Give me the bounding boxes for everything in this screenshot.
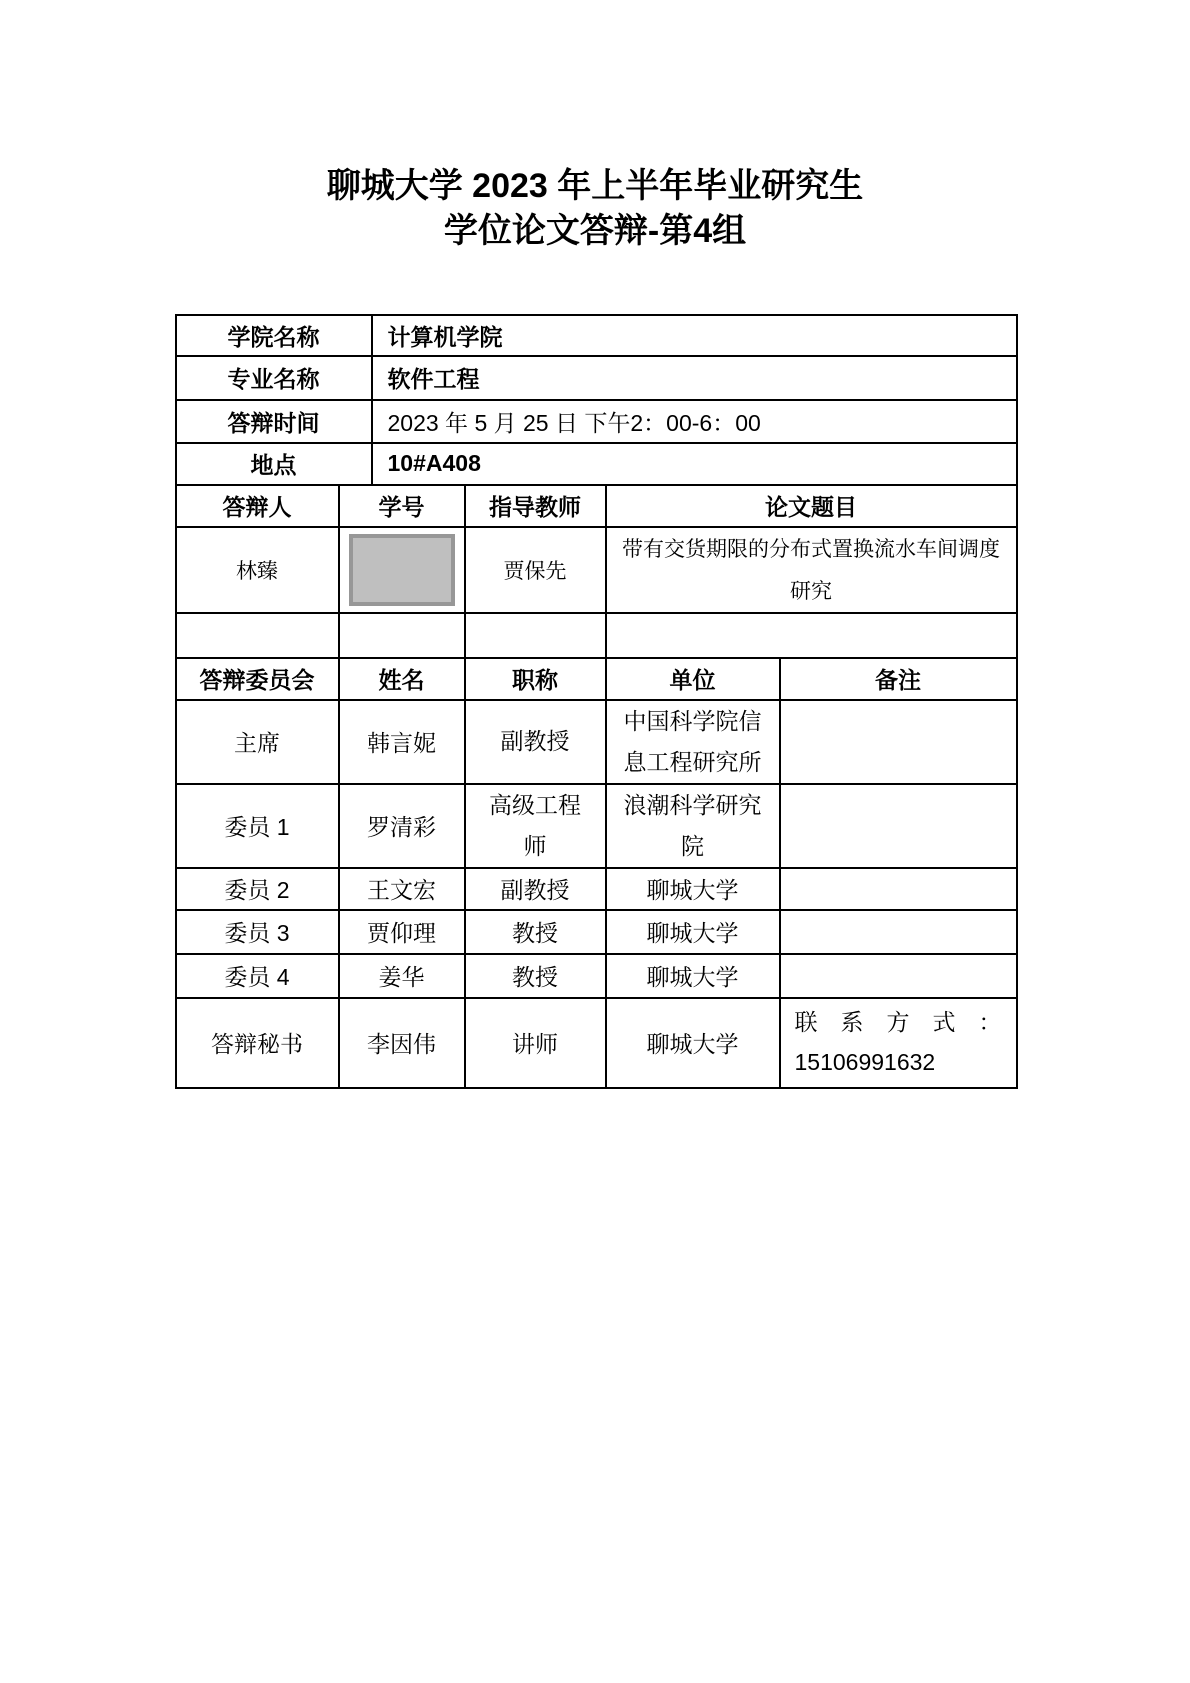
- redacted-student-id-box: [349, 534, 455, 606]
- organization-cell: 聊城大学: [606, 910, 780, 954]
- remarks-column-header: 备注: [780, 658, 1017, 700]
- title-cell: 副教授: [465, 700, 606, 784]
- defense-time-value: 2023 年 5 月 25 日 下午2：00-6：00: [372, 400, 1017, 443]
- info-section: [175, 314, 1018, 486]
- name-column-header: 姓名: [339, 658, 465, 700]
- note-cell: [780, 910, 1017, 954]
- committee-header-row: [176, 658, 1017, 700]
- organization-cell: 聊城大学: [606, 998, 780, 1088]
- name-cell: 贾仰理: [339, 910, 465, 954]
- committee-row-member3: [176, 910, 1017, 954]
- major-name-value: 软件工程: [372, 356, 1017, 400]
- organization-cell: 聊城大学: [606, 868, 780, 910]
- college-name-label: 学院名称: [176, 315, 372, 356]
- committee-row-chair: [176, 700, 1017, 784]
- committee-section: [175, 657, 1018, 1089]
- title-column-header: 职称: [465, 658, 606, 700]
- title-cell: 高级工程师: [465, 784, 606, 868]
- thesis-title-column-header: 论文题目: [606, 485, 1017, 527]
- organization-cell: 浪潮科学研究院: [606, 784, 780, 868]
- name-cell: 姜华: [339, 954, 465, 998]
- role-cell: 委员 1: [176, 784, 339, 868]
- committee-row-member4: [176, 954, 1017, 998]
- advisor-column-header: 指导教师: [465, 485, 606, 527]
- title-cell: 教授: [465, 910, 606, 954]
- name-cell: 罗清彩: [339, 784, 465, 868]
- defendant-row: [176, 527, 1017, 613]
- student-id-column-header: 学号: [339, 485, 465, 527]
- name-cell: 王文宏: [339, 868, 465, 910]
- name-cell: 李因伟: [339, 998, 465, 1088]
- contact-phone-number: 15106991632: [794, 1048, 936, 1075]
- table-row: [176, 443, 1017, 485]
- defendant-header-row: [176, 485, 1017, 527]
- role-cell: 主席: [176, 700, 339, 784]
- student-id-cell: [339, 527, 465, 613]
- major-name-label: 专业名称: [176, 356, 372, 400]
- title-cell: 教授: [465, 954, 606, 998]
- table-row: [176, 400, 1017, 443]
- role-cell: 委员 4: [176, 954, 339, 998]
- role-cell: 委员 3: [176, 910, 339, 954]
- advisor-name: 贾保先: [465, 527, 606, 613]
- note-cell: [780, 784, 1017, 868]
- defense-time-label: 答辩时间: [176, 400, 372, 443]
- organization-column-header: 单位: [606, 658, 780, 700]
- schedule-table: [175, 314, 1016, 1089]
- organization-cell: 中国科学院信息工程研究所: [606, 700, 780, 784]
- title-cell: 副教授: [465, 868, 606, 910]
- role-cell: 委员 2: [176, 868, 339, 910]
- college-name-value: 计算机学院: [372, 315, 1017, 356]
- note-cell: [780, 868, 1017, 910]
- empty-row: [176, 613, 1017, 658]
- note-cell: [780, 700, 1017, 784]
- defendant-column-header: 答辩人: [176, 485, 339, 527]
- empty-cell: [176, 613, 339, 658]
- committee-row-member1: [176, 784, 1017, 868]
- location-label: 地点: [176, 443, 372, 485]
- empty-cell: [606, 613, 1017, 658]
- role-cell: 答辩秘书: [176, 998, 339, 1088]
- document-title: 聊城大学 2023 年上半年毕业研究生学位论文答辩-第4组: [326, 167, 864, 250]
- committee-column-header: 答辩委员会: [176, 658, 339, 700]
- table-row: [176, 315, 1017, 356]
- title-cell: 讲师: [465, 998, 606, 1088]
- contact-cell: [780, 998, 1017, 1088]
- location-value: 10#A408: [372, 443, 1017, 485]
- organization-cell: 聊城大学: [606, 954, 780, 998]
- note-cell: [780, 954, 1017, 998]
- committee-row-member2: [176, 868, 1017, 910]
- committee-row-secretary: [176, 998, 1017, 1088]
- empty-cell: [465, 613, 606, 658]
- name-cell: 韩言妮: [339, 700, 465, 784]
- contact-label: 联 系 方 式 ：: [794, 1009, 1002, 1036]
- defendant-section: [175, 484, 1018, 659]
- defendant-name: 林臻: [176, 527, 339, 613]
- empty-cell: [339, 613, 465, 658]
- thesis-title: 带有交货期限的分布式置换流水车间调度研究: [606, 527, 1017, 613]
- table-row: [176, 356, 1017, 400]
